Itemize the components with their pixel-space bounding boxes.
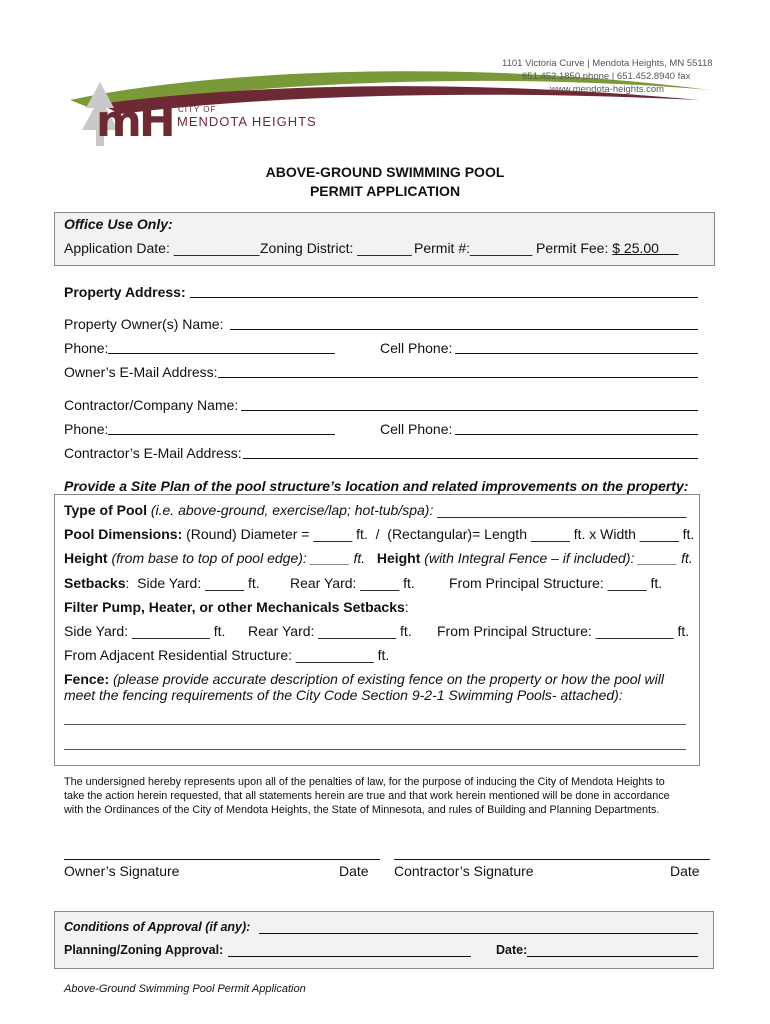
fence-hint-1: (please provide accurate description of existing fence on the property or how the pool will <box>109 671 664 687</box>
pool-type-hint: (i.e. above-ground, exercise/lap; hot-tub/spa): <box>146 502 438 518</box>
declaration-text <box>64 775 670 817</box>
conditions-label: Conditions of Approval (if any): <box>64 920 251 934</box>
owner-signature-line[interactable] <box>64 859 380 860</box>
owner-name-label: Property Owner(s) Name: <box>64 316 224 332</box>
logo-city-name: MENDOTA HEIGHTS <box>177 114 317 129</box>
setbacks-side-field[interactable] <box>64 575 260 591</box>
adjacent-structure-field[interactable]: From Adjacent Residential Structure: __________ ft. <box>64 647 390 663</box>
approval-date-label: Date: <box>496 943 528 957</box>
contractor-phone-input[interactable] <box>108 434 335 435</box>
owner-signature-label: Owner’s Signature <box>64 863 180 879</box>
contractor-name-label: Contractor/Company Name: <box>64 397 239 413</box>
contractor-date-label: Date <box>670 863 700 879</box>
planning-approval-input[interactable] <box>228 956 471 957</box>
pool-height-row[interactable] <box>64 550 693 566</box>
contractor-email-label: Contractor’s E-Mail Address: <box>64 445 242 461</box>
declaration-line2: take the action herein requested, that all statements herein are true and that work herein mentioned will be done in accordance <box>64 790 670 802</box>
address-line: 1101 Victoria Curve | Mendota Heights, MN 55118 <box>502 58 713 69</box>
owner-name-input[interactable] <box>230 329 698 330</box>
permit-number-field[interactable]: Permit #:________ <box>414 240 533 256</box>
owner-phone-label: Phone: <box>64 340 109 356</box>
pool-dimensions-text: (Round) Diameter = _____ ft. / (Rectangular)= Length _____ ft. x Width _____ ft. <box>182 526 695 542</box>
mech-rear-field[interactable]: Rear Yard: __________ ft. <box>248 623 412 639</box>
conditions-input[interactable] <box>259 933 698 934</box>
mechanicals-heading-text: Filter Pump, Heater, or other Mechanicals Setbacks <box>64 599 405 615</box>
owner-cell-label: Cell Phone: <box>380 340 453 356</box>
owner-date-label: Date <box>339 863 369 879</box>
contractor-cell-input[interactable] <box>455 434 698 435</box>
logo-mark: mH <box>96 96 173 147</box>
planning-approval-label: Planning/Zoning Approval: <box>64 943 224 957</box>
contractor-cell-label: Cell Phone: <box>380 421 453 437</box>
pool-type-row[interactable] <box>64 502 686 518</box>
pool-type-blank: ________________________________ <box>437 502 687 518</box>
pool-type-label: Type of Pool <box>64 502 147 518</box>
owner-email-input[interactable] <box>218 377 698 378</box>
contractor-signature-label: Contractor’s Signature <box>394 863 534 879</box>
title-line2: PERMIT APPLICATION <box>309 183 461 199</box>
contractor-phone-label: Phone: <box>64 421 109 437</box>
phone-fax-line: 651.452.1850 phone | 651.452.8940 fax <box>522 71 691 82</box>
approval-date-input[interactable] <box>527 956 698 957</box>
permit-fee-value: $ 25.00 <box>612 240 679 256</box>
property-address-label: Property Address: <box>64 284 186 300</box>
zoning-district-field[interactable]: Zoning District: _______ <box>260 240 412 256</box>
contractor-signature-line[interactable] <box>394 859 710 860</box>
declaration-line3: with the Ordinances of the City of Mendota Heights, the State of Minnesota, and rules of Building and Planning Departments. <box>64 804 660 816</box>
height-fence-hint: (with Integral Fence – if included): _____ ft. <box>420 550 693 566</box>
setbacks-rear-field[interactable]: Rear Yard: _____ ft. <box>290 575 415 591</box>
property-address-input[interactable] <box>190 297 698 298</box>
office-use-heading: Office Use Only: <box>64 216 173 232</box>
contractor-email-input[interactable] <box>243 458 698 459</box>
fence-description-line-2[interactable] <box>64 749 686 750</box>
mechanicals-colon: : <box>404 599 409 615</box>
pool-dimensions-row[interactable] <box>64 526 694 542</box>
application-date-field[interactable]: Application Date: ___________ <box>64 240 260 256</box>
site-plan-heading: Provide a Site Plan of the pool structure’s location and related improvements on the property: <box>64 478 689 494</box>
owner-cell-input[interactable] <box>455 353 698 354</box>
fence-label: Fence: <box>64 671 110 687</box>
logo-city-of: CITY OF <box>178 105 217 114</box>
fence-description-line-1[interactable] <box>64 724 686 725</box>
title-line1: ABOVE-GROUND SWIMMING POOL <box>265 164 505 180</box>
fence-description-row1 <box>64 671 664 687</box>
mech-principal-field[interactable]: From Principal Structure: __________ ft. <box>437 623 690 639</box>
pool-dimensions-label: Pool Dimensions: <box>64 526 183 542</box>
website-line: www.mendota-heights.com <box>550 84 665 95</box>
height-label: Height <box>64 550 108 566</box>
contractor-name-input[interactable] <box>241 410 698 411</box>
header-address <box>502 57 713 96</box>
setbacks-label: Setbacks <box>64 575 126 591</box>
mech-side-field[interactable]: Side Yard: __________ ft. <box>64 623 226 639</box>
declaration-line1: The undersigned hereby represents upon all of the penalties of law, for the purpose of inducing the City of Mendota Heights to <box>64 776 665 788</box>
permit-fee-label: Permit Fee: <box>536 240 613 256</box>
setbacks-principal-field[interactable]: From Principal Structure: _____ ft. <box>449 575 663 591</box>
height-hint: (from base to top of pool edge): _____ ft. <box>107 550 377 566</box>
footer-text: Above-Ground Swimming Pool Permit Application <box>64 983 306 995</box>
mechanicals-heading <box>64 599 409 615</box>
permit-fee-field[interactable] <box>536 240 678 256</box>
fence-hint-2: meet the fencing requirements of the City Code Section 9-2-1 Swimming Pools- attached): <box>64 687 623 703</box>
setbacks-side: : Side Yard: _____ ft. <box>125 575 260 591</box>
page-title <box>0 163 770 201</box>
owner-phone-input[interactable] <box>108 353 335 354</box>
height-fence-label: Height <box>376 550 421 566</box>
owner-email-label: Owner’s E-Mail Address: <box>64 364 218 380</box>
